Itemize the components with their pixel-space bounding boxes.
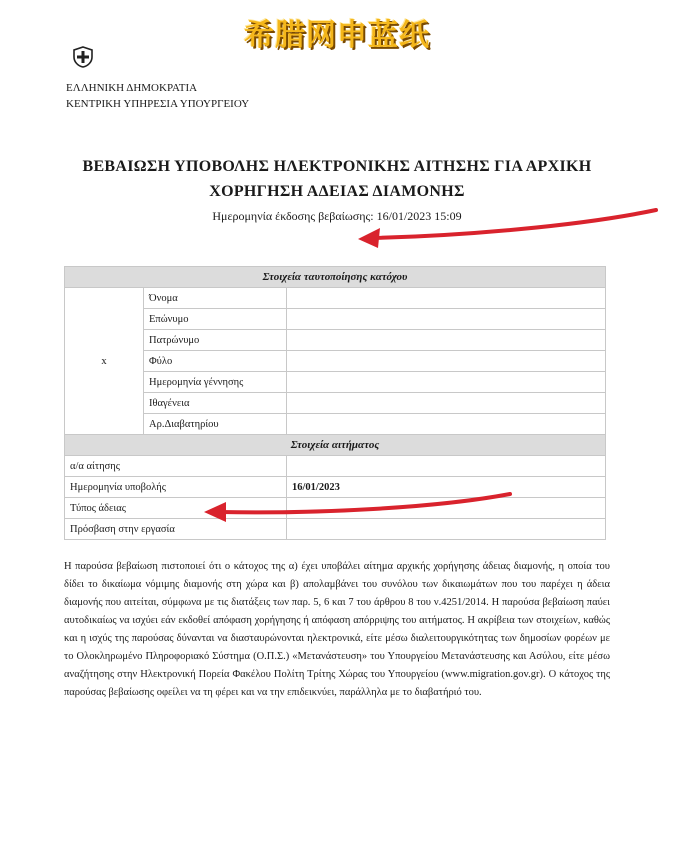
field-value-fathers-name bbox=[287, 330, 606, 351]
table-row bbox=[65, 456, 606, 477]
table-row bbox=[65, 351, 606, 372]
field-value-submission-date: 16/01/2023 bbox=[287, 477, 606, 498]
certificate-body-paragraph: Η παρούσα βεβαίωση πιστοποιεί ότι ο κάτοχος της α) έχει υποβάλει αίτημα αρχικής χορήγησης άδειας διαμονής, η οποία του δίδει το δικαίωμα νόμιμης διαμονής στη χώρα και β) απολαμβάνει του συνόλου των δικαιωμάτων που του παρέχει η άδεια διαμονής που αιτείται, σύμφωνα με τις διατάξεις των παρ. 5, 6 και 7 του άρθρου 8 του ν.4251/2014. Η παρούσα βεβαίωση παύει αυτοδικαίως να ισχύει εάν εκδοθεί απόφαση χορήγησης ή απόφαση απόρριψης του αιτήματος. Η ακρίβεια των στοιχείων, καθώς και η ισχύς της παρούσας δύνανται να διασταυρώνονται ηλεκτρονικά, είτε μέσω διαλειτουργικότητας των δημοσίων φορέων με το Ολοκληρωμένο Πληροφοριακό Σύστημα (Ο.Π.Σ.) «Μετανάστευση» του Υπουργείου Μετανάστευσης και Ασύλου, είτε μέσω αναζήτησης στην Ηλεκτρονική Πορεία Φακέλου Πολίτη Τρίτης Χώρας του Υπουργείου (www.migration.gov.gr). Ο κάτοχος της παρούσας βεβαίωσης οφείλει να τη φέρει και να την επιδεικνύει, παράλληλα με το διαβατήριό του. bbox=[64, 561, 610, 698]
field-label-gender: Φύλο bbox=[144, 351, 287, 372]
field-value-passport-number bbox=[287, 414, 606, 435]
field-value-first-name bbox=[287, 288, 606, 309]
field-label-birth-date: Ημερομηνία γέννησης bbox=[144, 372, 287, 393]
table-row bbox=[65, 519, 606, 540]
holder-section-header: Στοιχεία ταυτοποίησης κατόχου bbox=[65, 267, 606, 288]
table-row bbox=[65, 393, 606, 414]
field-value-birth-date bbox=[287, 372, 606, 393]
field-label-permit-type: Τύπος άδειας bbox=[65, 498, 287, 519]
field-value-permit-type bbox=[287, 498, 606, 519]
table-row bbox=[65, 288, 606, 309]
document-title-line2: ΧΟΡΗΓΗΣΗ ΑΔΕΙΑΣ ΔΙΑΜΟΝΗΣ bbox=[209, 183, 465, 200]
field-value-last-name bbox=[287, 309, 606, 330]
table-row bbox=[65, 309, 606, 330]
issuer-agency: ΚΕΝΤΡΙΚΗ ΥΠΗΡΕΣΙΑ ΥΠΟΥΡΓΕΙΟΥ bbox=[66, 98, 250, 110]
issue-date: Ημερομηνία έκδοσης βεβαίωσης: 16/01/2023 15:09 bbox=[212, 209, 462, 223]
field-value-gender bbox=[287, 351, 606, 372]
field-label-application-number: α/α αίτησης bbox=[65, 456, 287, 477]
table-row bbox=[65, 372, 606, 393]
document-title bbox=[40, 154, 634, 204]
greek-coat-of-arms-icon bbox=[72, 46, 94, 68]
table-row bbox=[65, 477, 606, 498]
issuer-block bbox=[66, 80, 249, 112]
field-label-fathers-name: Πατρώνυμο bbox=[144, 330, 287, 351]
document-title-line1: ΒΕΒΑΙΩΣΗ ΥΠΟΒΟΛΗΣ ΗΛΕΚΤΡΟΝΙΚΗΣ ΑΙΤΗΣΗΣ ΓΙΑ ΑΡΧΙΚΗ bbox=[82, 158, 592, 175]
field-label-last-name: Επώνυμο bbox=[144, 309, 287, 330]
field-label-first-name: Όνομα bbox=[144, 288, 287, 309]
table-row bbox=[65, 330, 606, 351]
table-row bbox=[65, 414, 606, 435]
field-label-work-access: Πρόσβαση στην εργασία bbox=[65, 519, 287, 540]
field-value-nationality bbox=[287, 393, 606, 414]
field-label-nationality: Ιθαγένεια bbox=[144, 393, 287, 414]
field-label-submission-date: Ημερομηνία υποβολής bbox=[65, 477, 287, 498]
table-row bbox=[65, 498, 606, 519]
issuer-country: ΕΛΛΗΝΙΚΗ ΔΗΜΟΚΡΑΤΙΑ bbox=[66, 82, 198, 94]
application-section-header: Στοιχεία αιτήματος bbox=[65, 435, 606, 456]
banner-watermark: 希腊网申蓝纸 bbox=[244, 18, 430, 53]
info-table bbox=[64, 266, 606, 540]
photo-placeholder-mark: x bbox=[65, 288, 144, 435]
field-value-application-number bbox=[287, 456, 606, 477]
field-label-passport-number: Αρ.Διαβατηρίου bbox=[144, 414, 287, 435]
field-value-work-access bbox=[287, 519, 606, 540]
